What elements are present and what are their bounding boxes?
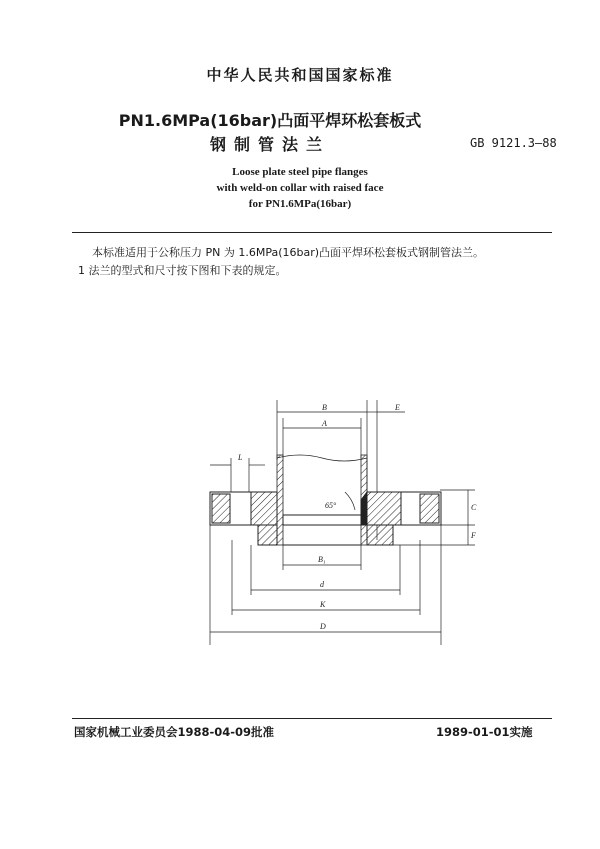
dimension-label-K: K bbox=[320, 600, 326, 609]
english-title-line2: with weld-on collar with raised face bbox=[216, 182, 384, 194]
implementation-date: 1989-01-01实施 bbox=[436, 725, 533, 739]
dimension-label-E: E bbox=[395, 403, 400, 412]
dimension-label-B1: B₁ bbox=[318, 555, 326, 564]
clause-1: 1 法兰的型式和尺寸按下图和下表的规定。 bbox=[78, 264, 287, 277]
header-divider bbox=[72, 232, 552, 233]
pipe bbox=[277, 455, 367, 545]
document-title-line1: PN1.6MPa(16bar)凸面平焊环松套板式 bbox=[118, 111, 422, 130]
scope-paragraph: 本标准适用于公称压力 PN 为 1.6MPa(16bar)凸面平焊环松套板式钢制管法兰。 bbox=[92, 246, 485, 259]
dimension-label-d: d bbox=[320, 580, 324, 589]
standard-category-heading: 中华人民共和国国家标准 bbox=[206, 66, 394, 84]
footer-divider bbox=[72, 718, 552, 719]
dimension-label-A: A bbox=[322, 419, 327, 428]
dimension-label-D: D bbox=[320, 622, 326, 631]
angle-label: 65° bbox=[325, 501, 337, 510]
dimension-label-C: C bbox=[471, 503, 477, 512]
dimension-label-B: B bbox=[322, 403, 327, 412]
flange-drawing bbox=[180, 395, 480, 645]
dimension-label-L: L bbox=[238, 453, 243, 462]
approval-date: 国家机械工业委员会1988-04-09批准 bbox=[74, 725, 275, 739]
standard-number: GB 9121.3—88 bbox=[470, 136, 557, 150]
document-title-line2: 钢制管法兰 bbox=[209, 135, 330, 154]
angle-arc bbox=[345, 492, 355, 510]
english-title-line1: Loose plate steel pipe flanges bbox=[232, 166, 368, 178]
dimension-label-F: F bbox=[471, 531, 476, 540]
english-title-line3: for PN1.6MPa(16bar) bbox=[248, 198, 352, 210]
